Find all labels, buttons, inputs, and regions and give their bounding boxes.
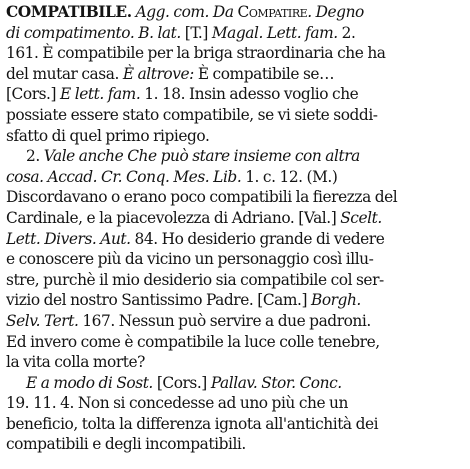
text-line-16 — [6, 311, 466, 332]
editor-mark: [Cors.] — [152, 373, 211, 392]
citation-text: del mutar casa. — [6, 64, 123, 83]
grammar-label: Agg. com. Da — [131, 3, 238, 21]
citation-text: 84. Ho desiderio grande di vedere — [130, 229, 385, 248]
citation-text: stre, purchè il mio desiderio sia compatibile col ser- — [6, 270, 384, 289]
citation-text: vizio del nostro Santissimo Padre. [Cam.] — [6, 291, 311, 310]
text-line-5 — [6, 84, 466, 105]
citation-source: E lett. fam. — [60, 85, 141, 104]
text-line-8 — [6, 146, 466, 167]
citation-text: 19. 11. 4. Non si concedesse ad uno più che un — [6, 394, 348, 413]
text-line-19 — [6, 373, 466, 394]
citation-text: Ed invero come è compatibile la luce colle tenebre, — [6, 332, 380, 351]
etymology-root: Compatire — [237, 3, 308, 21]
citation-text: È compatibile se… — [193, 64, 335, 83]
text-line-20 — [6, 393, 466, 414]
citation-text: compatibili e degli incompatibili. — [6, 435, 246, 454]
text-line-22 — [6, 434, 466, 455]
text-line-1 — [6, 2, 466, 23]
citation-text: possiate essere stato compatibile, se vi siete soddi- — [6, 105, 378, 124]
editor-mark: [T.] — [180, 23, 212, 42]
citation-text: 167. Nessun può servire a due padroni. — [78, 311, 371, 330]
text-line-11 — [6, 208, 466, 229]
citation-ref: 1. c. 12. (M.) — [241, 167, 338, 186]
definition-text: di compatimento. B. lat. — [6, 23, 181, 42]
text-line-2 — [6, 23, 466, 44]
text-line-12 — [6, 229, 466, 250]
cross-reference: È altrove: — [122, 64, 194, 83]
citation-source: Magal. Lett. fam. — [211, 23, 338, 42]
editor-mark: [Cors.] — [6, 85, 60, 104]
citation-source: cosa. Accad. Cr. Conq. Mes. Lib. — [6, 167, 242, 186]
citation-text: la vita colla morte? — [6, 353, 145, 372]
text-line-21 — [6, 414, 466, 435]
text-line-10 — [6, 187, 466, 208]
definition-text: Vale anche Che può stare insieme con altra — [43, 147, 360, 166]
citation-text: Cardinale, e la piacevolezza di Adriano. [Val.] — [6, 208, 341, 227]
citation-ref: 2. — [337, 23, 356, 42]
citation-source: Selv. Tert. — [6, 311, 79, 330]
citation-source: Lett. Divers. Aut. — [6, 229, 131, 248]
headword: COMPATIBILE. — [6, 3, 132, 21]
sense-number: 2. — [26, 147, 44, 166]
text-line-13 — [6, 249, 466, 270]
dictionary-entry — [6, 2, 466, 455]
citation-text: sfatto di quel primo ripiego. — [6, 126, 210, 145]
citation-source: Borgh. — [310, 291, 361, 310]
text-line-7 — [6, 126, 466, 147]
text-line-14 — [6, 270, 466, 291]
text-line-4 — [6, 64, 466, 85]
citation-text: 1. 18. Insin adesso voglio che — [140, 85, 359, 104]
text-line-9 — [6, 167, 466, 188]
citation-text: beneficio, tolta la differenza ignota all'antichità dei — [6, 414, 379, 433]
citation-text: Discordavano o erano poco compatibili la fierezza del — [6, 188, 398, 207]
text-line-6 — [6, 105, 466, 126]
definition-start: . Degno — [307, 3, 364, 21]
citation-source: Pallav. Stor. Conc. — [210, 373, 342, 392]
text-line-3 — [6, 43, 466, 64]
citation-source: Scelt. — [340, 208, 382, 227]
text-line-18 — [6, 352, 466, 373]
citation-text: 161. È compatibile per la briga straordinaria che ha — [6, 44, 386, 63]
citation-text: e conoscere più da vicino un personaggio così illu- — [6, 250, 374, 269]
text-line-15 — [6, 290, 466, 311]
text-line-17 — [6, 332, 466, 353]
sense-label: E a modo di Sost. — [26, 373, 153, 392]
